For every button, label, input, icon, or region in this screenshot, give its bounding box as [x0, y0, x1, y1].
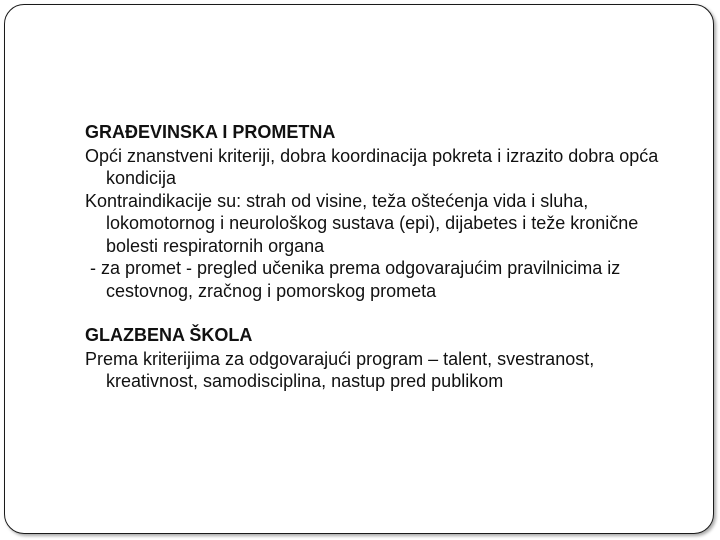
paragraph-contraindications: Kontraindikacije su: strah od visine, teža oštećenja vida i sluha, lokomotornog i neurološkog sustava (epi), dijabetes i teže kronične bolesti respiratornih organa — [85, 190, 639, 256]
section-heading-glazbena: GLAZBENA ŠKOLA — [85, 325, 253, 345]
paragraph-criteria: Opći znanstveni kriteriji, dobra koordinacija pokreta i izrazito dobra opća kondicija — [85, 145, 659, 188]
section-spacer — [85, 302, 685, 324]
section-heading-gradevinska: GRAĐEVINSKA I PROMETNA — [85, 122, 336, 142]
slide-frame — [4, 4, 714, 534]
paragraph-music-criteria: Prema kriterijima za odgovarajući program – talent, svestranost, kreativnost, samodisciplina, nastup pred publikom — [85, 348, 595, 391]
paragraph-promet: - za promet - pregled učenika prema odgovarajućim pravilnicima iz cestovnog, zračnog i pomorskog prometa — [85, 258, 626, 301]
slide-content — [85, 121, 685, 393]
